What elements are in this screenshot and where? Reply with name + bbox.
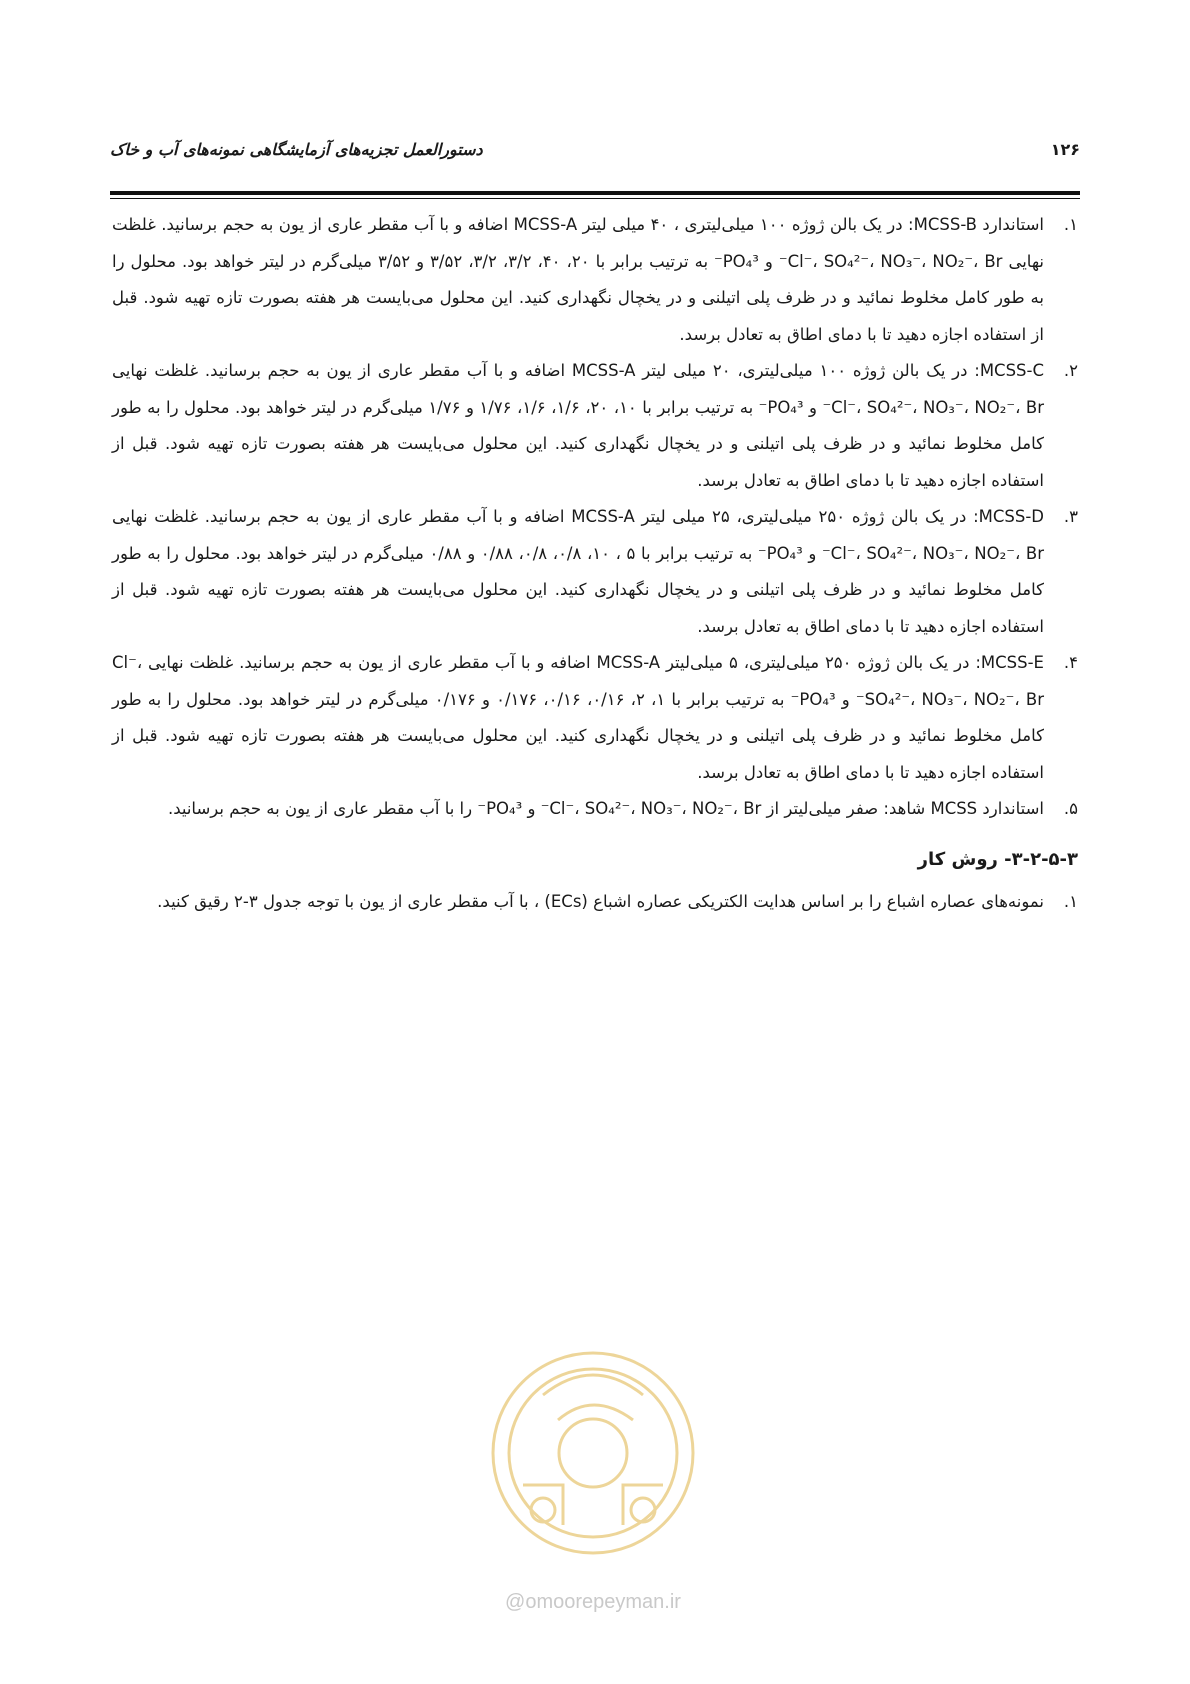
watermark-logo [483, 1335, 703, 1615]
list-item [112, 645, 1078, 791]
section-heading: ۳-۲-۵-۳- روش کار [917, 848, 1078, 870]
item-number: ۲. [1063, 361, 1078, 380]
page-body [112, 207, 1078, 921]
list-item [112, 884, 1078, 921]
header-rule-thin [110, 198, 1080, 199]
item-text: MCSS-E: در یک بالن ژوژه ۲۵۰ میلی‌لیتری، ۵ میلی‌لیتر MCSS-A اضافه و با آب مقطر عاری از یون به حجم برسانید. غلظت نهایی Cl⁻، SO₄²⁻، NO₃⁻، NO₂⁻، Br⁻ و PO₄³⁻ به ترتیب برابر با ۱، ۲، ۰/۱۶، ۰/۱۶، ۰/۱۷۶ و ۰/۱۷۶ میلی‌گرم در لیتر خواهد بود. محلول را به طور کامل مخلوط نمائید و در ظرف پلی اتیلنی و در یخچال نگهداری کنید. این محلول می‌بایست هر هفته بصورت تازه تهیه شود. قبل از استفاده اجازه دهید تا با دمای اطاق به تعادل برسد. [112, 653, 1044, 782]
book-title: دستورالعمل تجزیه‌های آزمایشگاهی نمونه‌های آب و خاک [110, 140, 483, 159]
standard-solutions-list [112, 207, 1078, 828]
running-header [110, 140, 1080, 174]
list-item [112, 791, 1078, 828]
item-number: ۳. [1063, 507, 1078, 526]
item-text: MCSS-D: در یک بالن ژوژه ۲۵۰ میلی‌لیتری، ۲۵ میلی لیتر MCSS-A اضافه و با آب مقطر عاری از یون به حجم برسانید. غلظت نهایی Cl⁻، SO₄²⁻، NO₃⁻، NO₂⁻، Br⁻ و PO₄³⁻ به ترتیب برابر با ۵ ، ۱۰، ۰/۸، ۰/۸، ۰/۸۸ و ۰/۸۸ میلی‌گرم در لیتر خواهد بود. محلول را به طور کامل مخلوط نمائید و در ظرف پلی اتیلنی و در یخچال نگهداری کنید. این محلول می‌بایست هر هفته بصورت تازه تهیه شود. قبل از استفاده اجازه دهید تا با دمای اطاق به تعادل برسد. [112, 507, 1045, 636]
item-number: ۵. [1063, 799, 1078, 818]
header-rule-thick [110, 191, 1080, 195]
item-number: ۴. [1063, 653, 1078, 672]
list-item [112, 499, 1078, 645]
list-item [112, 207, 1078, 353]
seal-icon [483, 1335, 703, 1585]
item-text: نمونه‌های عصاره اشباع را بر اساس هدایت الکتریکی عصاره اشباع (ECs) ، با آب مقطر عاری از یون با توجه جدول ۳-۲ رقیق کنید. [157, 892, 1044, 911]
item-number: ۱. [1063, 892, 1078, 911]
item-text: MCSS-C: در یک بالن ژوژه ۱۰۰ میلی‌لیتری، ۲۰ میلی لیتر MCSS-A اضافه و با آب مقطر عاری از یون به حجم برسانید. غلظت نهایی Cl⁻، SO₄²⁻، NO₃⁻، NO₂⁻، Br⁻ و PO₄³⁻ به ترتیب برابر با ۱۰، ۲۰، ۱/۶، ۱/۶، ۱/۷۶ و ۱/۷۶ میلی‌گرم در لیتر خواهد بود. محلول را به طور کامل مخلوط نمائید و در ظرف پلی اتیلنی و در یخچال نگهداری کنید. این محلول می‌بایست هر هفته بصورت تازه تهیه شود. قبل از استفاده اجازه دهید تا با دمای اطاق به تعادل برسد. [112, 361, 1044, 490]
item-text: استاندارد MCSS-B: در یک بالن ژوژه ۱۰۰ میلی‌لیتری ، ۴۰ میلی لیتر MCSS-A اضافه و با آب مقطر عاری از یون به حجم برسانید. غلظت نهایی Cl⁻، SO₄²⁻، NO₃⁻، NO₂⁻، Br⁻ و PO₄³⁻ به ترتیب برابر با ۲۰، ۴۰، ۳/۲، ۳/۲، ۳/۵۲ و ۳/۵۲ میلی‌گرم در لیتر خواهد بود. محلول را به طور کامل مخلوط نمائید و در ظرف پلی اتیلنی و در یخچال نگهداری کنید. این محلول می‌بایست هر هفته بصورت تازه تهیه شود. قبل از استفاده اجازه دهید تا با دمای اطاق به تعادل برسد. [112, 215, 1045, 344]
watermark-url: @omoorepeyman.ir [505, 1591, 681, 1613]
list-item [112, 353, 1078, 499]
page-number: ۱۲۶ [1050, 140, 1080, 159]
item-text: استاندارد MCSS شاهد: صفر میلی‌لیتر از Cl⁻، SO₄²⁻، NO₃⁻، NO₂⁻، Br⁻ و PO₄³⁻ را با آب مقطر عاری از یون به حجم برسانید. [167, 799, 1044, 818]
procedure-steps-list [112, 884, 1078, 921]
item-number: ۱. [1063, 215, 1078, 234]
